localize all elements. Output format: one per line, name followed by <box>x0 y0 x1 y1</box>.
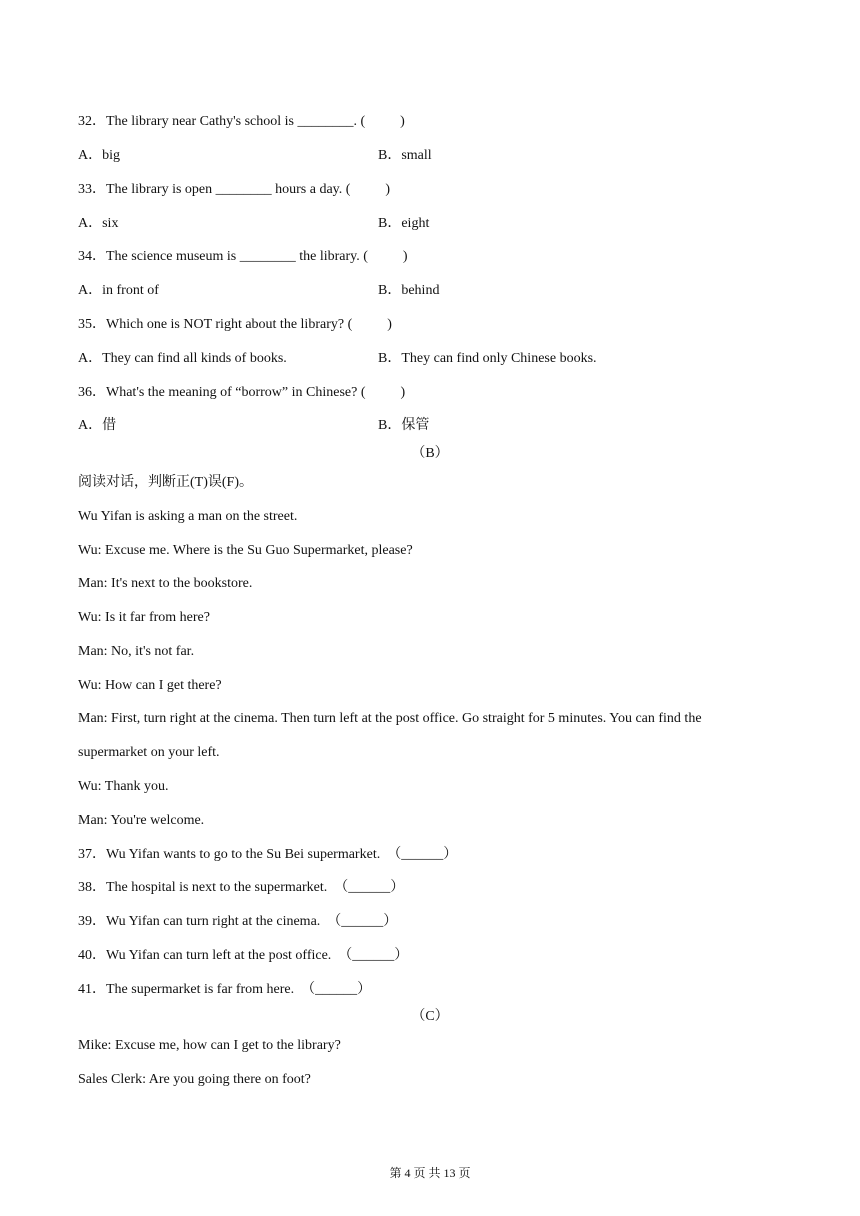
question-stem: 35．Which one is NOT right about the library? ( ) <box>78 317 392 332</box>
dialogue-line: Man: You're welcome. <box>78 813 205 828</box>
dialogue-line: Man: It's next to the bookstore. <box>78 576 253 591</box>
option-a: A．in front of <box>78 283 159 298</box>
page-footer: 第 4 页 共 13 页 <box>389 1166 471 1180</box>
option-b: B．They can find only Chinese books. <box>378 351 597 366</box>
question-stem: 33．The library is open ________ hours a day. ( ) <box>78 182 391 197</box>
statement-39: 39．Wu Yifan can turn right at the cinema. （______） <box>78 914 398 929</box>
dialogue-line: Wu: Excuse me. Where is the Su Guo Supermarket, please? <box>78 543 413 558</box>
question-stem: 36．What's the meaning of “borrow” in Chinese? ( ) <box>78 385 406 400</box>
dialogue-line: Wu: How can I get there? <box>78 678 222 693</box>
section-b-intro: Wu Yifan is asking a man on the street. <box>78 509 298 524</box>
dialogue-line: Mike: Excuse me, how can I get to the library? <box>78 1038 341 1053</box>
section-b-instruction: 阅读对话，判断正(T)误(F)。 <box>78 475 253 490</box>
question-stem: 34．The science museum is ________ the library. ( ) <box>78 249 408 264</box>
option-b: B．small <box>378 148 432 163</box>
question-stem: 32．The library near Cathy's school is ________. ( ) <box>78 114 405 129</box>
dialogue-line: supermarket on your left. <box>78 745 220 760</box>
option-a: A．six <box>78 216 119 231</box>
option-a: A．They can find all kinds of books. <box>78 351 287 366</box>
statement-40: 40．Wu Yifan can turn left at the post office. （______） <box>78 948 409 963</box>
dialogue-line: Man: First, turn right at the cinema. Then turn left at the post office. Go straight for 5 minutes. You can find the <box>78 711 702 726</box>
dialogue-line: Wu: Is it far from here? <box>78 610 210 625</box>
option-b: B．保管 <box>378 418 430 433</box>
dialogue-line: Man: No, it's not far. <box>78 644 195 659</box>
option-b: B．behind <box>378 283 440 298</box>
statement-37: 37．Wu Yifan wants to go to the Su Bei supermarket. （______） <box>78 847 458 862</box>
statement-41: 41．The supermarket is far from here. （______） <box>78 982 372 997</box>
option-a: A．big <box>78 148 120 163</box>
section-c-heading: （C） <box>411 1009 449 1024</box>
section-b-heading: （B） <box>411 446 449 461</box>
option-a: A．借 <box>78 418 117 433</box>
dialogue-line: Sales Clerk: Are you going there on foot? <box>78 1072 311 1087</box>
statement-38: 38．The hospital is next to the supermarket. （______） <box>78 880 405 895</box>
dialogue-line: Wu: Thank you. <box>78 779 169 794</box>
option-b: B．eight <box>378 216 430 231</box>
